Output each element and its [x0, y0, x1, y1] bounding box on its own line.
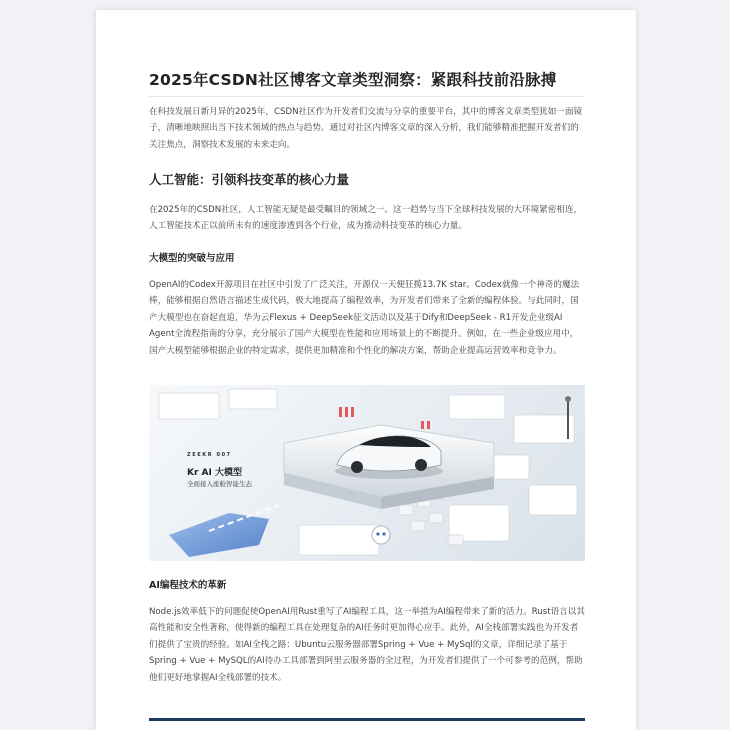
banner-title: Kr AI 大模型 [187, 468, 242, 478]
section-heading-ai: 人工智能：引领科技变革的核心力量 [149, 172, 350, 187]
subheading-ai-programming: AI编程技术的革新 [149, 580, 227, 591]
intro-paragraph: 在科技发展日新月异的2025年，CSDN社区作为开发者们交流与分享的重要平台，其中的博客文章类型犹如一面镜子，清晰地映照出当下技术领域的热点与趋势。通过对社区内博客文章的深入分析，我们能够精准把握开发者们的关注焦点，洞察技术发展的未来走向。 [149, 107, 583, 150]
banner-brand: ZEEKR 007 [187, 452, 232, 458]
article-title: 2025年CSDN社区博客文章类型洞察：紧跟科技前沿脉搏 [149, 71, 557, 89]
banner-subtitle: 全面接入座舱智能生态 [187, 480, 252, 488]
section-ai-paragraph: 在2025年的CSDN社区，人工智能无疑是最受瞩目的领域之一。这一趋势与当下全球科技发展的大环境紧密相连，人工智能技术正以前所未有的速度渗透到各个行业，成为推动科技变革的核心力量。 [149, 205, 583, 232]
title-divider [149, 96, 585, 97]
large-models-paragraph: OpenAI的Codex开源项目在社区中引发了广泛关注，开源仅一天便狂揽13.7K star。Codex就像一个神奇的魔法棒，能够根据自然语言描述生成代码，极大地提高了编程效率，为开发者们带来了全新的编程体验。与此同时，国产大模型也在奋起直追，华为云Flexus + DeepSeek征文活动以及基于Dify和DeepSeek - R1开发企业级AI Agent全流程指南的分享，充分展示了国产大模型在性能和应用场景上的不断提升。例如，在一些企业级应用中，国产大模型能够根据企业的特定需求，提供更加精准和个性化的解决方案，帮助企业提高运营效率和竞争力。 [149, 280, 580, 356]
document-page [96, 10, 636, 730]
ai-programming-paragraph: Node.js效率低下的问题促使OpenAI用Rust重写了AI编程工具，这一举措为AI编程带来了新的活力。Rust语言以其高性能和安全性著称，使得新的编程工具在处理复杂的AI任务时更加得心应手。此外，AI全栈部署实践也为开发者们提供了宝贵的经验。如AI全栈之路：Ubuntu云服务器部署Spring + Vue + MySql的文章，详细记录了基于Spring + Vue + MySQL的AI待办工具部署到阿里云服务器的全过程，为开发者们提供了一个可参考的范例，帮助他们更好地掌握AI全栈部署的技术。 [149, 607, 585, 683]
subheading-large-models: 大模型的突破与应用 [149, 253, 235, 264]
